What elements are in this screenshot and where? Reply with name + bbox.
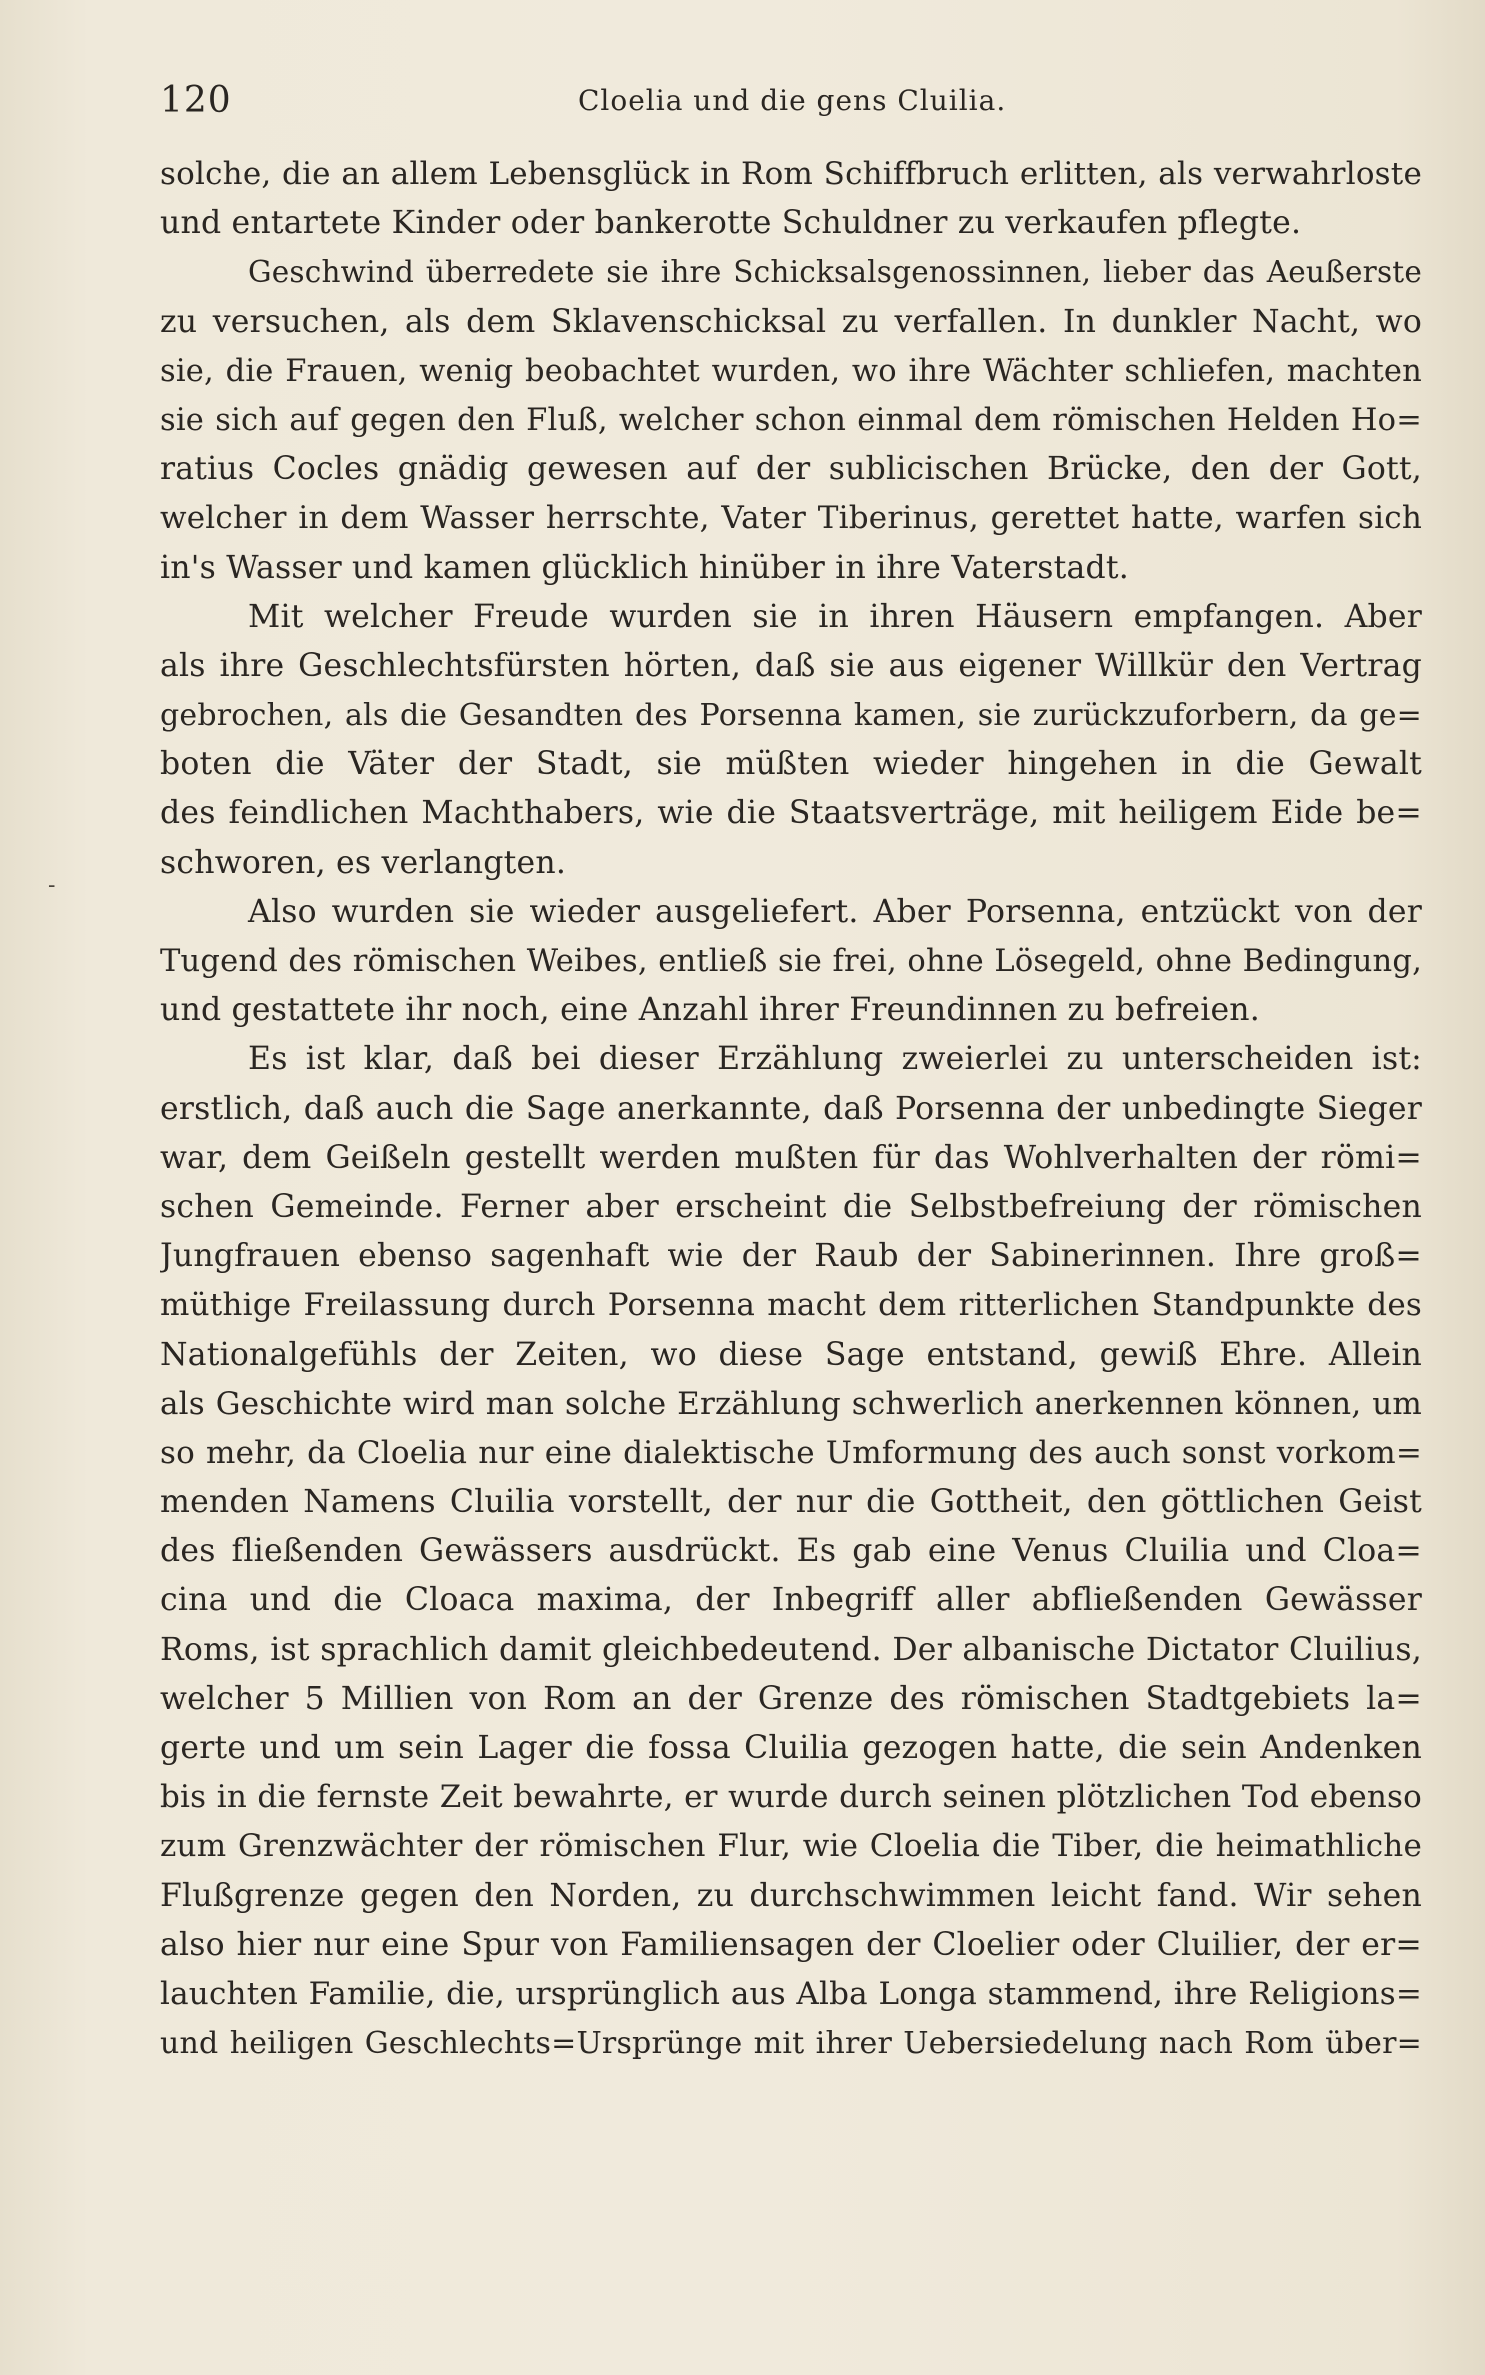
text-line: bis in die fernste Zeit bewahrte, er wurde durch seinen plötzlichen Tod ebenso (160, 1779, 1422, 1816)
page-number: 120 (160, 80, 232, 121)
text-line: Roms, ist sprachlich damit gleichbedeutend. Der albanische Dictator Cluilius, (160, 1631, 1422, 1668)
margin-mark: - (48, 873, 56, 898)
text-line: Nationalgefühls der Zeiten, wo diese Sage entstand, gewiß Ehre. Allein (160, 1336, 1422, 1373)
text-line: und heiligen Geschlechts=Ursprünge mit ihrer Uebersiedelung nach Rom über= (160, 2026, 1422, 2062)
text-line: Flußgrenze gegen den Norden, zu durchschwimmen leicht fand. Wir sehen (160, 1877, 1422, 1914)
text-line: Mit welcher Freude wurden sie in ihren Häusern empfangen. Aber (248, 598, 1422, 635)
text-line: und entartete Kinder oder bankerotte Schuldner zu verkaufen pflegte. (160, 205, 1302, 242)
running-title: Cloelia und die gens Cluilia. (578, 84, 1007, 117)
text-line: schworen, es verlangten. (160, 844, 567, 881)
body-text (160, 150, 1422, 2068)
text-line: menden Namens Cluilia vorstellt, der nur die Gottheit, den göttlichen Geist (160, 1484, 1422, 1521)
text-line: schen Gemeinde. Ferner aber erscheint die Selbstbefreiung der römischen (160, 1188, 1422, 1225)
text-line: cina und die Cloaca maxima, der Inbegriff aller abfließenden Gewässer (160, 1582, 1422, 1619)
text-line: Tugend des römischen Weibes, entließ sie frei, ohne Lösegeld, ohne Bedingung, (160, 944, 1422, 979)
text-line: gerte und um sein Lager die fossa Cluilia gezogen hatte, die sein Andenken (160, 1730, 1422, 1766)
text-line: also hier nur eine Spur von Familiensagen der Cloelier oder Cluilier, der er= (160, 1926, 1422, 1963)
text-line: des fließenden Gewässers ausdrückt. Es gab eine Venus Cluilia und Cloa= (160, 1533, 1422, 1570)
text-line: des feindlichen Machthabers, wie die Staatsverträge, mit heiligem Eide be= (160, 795, 1422, 832)
text-line: Also wurden sie wieder ausgeliefert. Aber Porsenna, entzückt von der (248, 893, 1422, 930)
text-line: und gestattete ihr noch, eine Anzahl ihrer Freundinnen zu befreien. (160, 992, 1261, 1029)
text-line: als ihre Geschlechtsfürsten hörten, daß sie aus eigener Willkür den Vertrag (160, 647, 1422, 684)
text-line: Geschwind überredete sie ihre Schicksalsgenossinnen, lieber das Aeußerste (248, 255, 1422, 290)
text-line: als Geschichte wird man solche Erzählung schwerlich anerkennen können, um (160, 1385, 1422, 1422)
text-line: solche, die an allem Lebensglück in Rom Schiffbruch erlitten, als verwahrloste (160, 156, 1422, 192)
text-line: müthige Freilassung durch Porsenna macht dem ritterlichen Standpunkte des (160, 1287, 1422, 1324)
text-line: welcher 5 Millien von Rom an der Grenze des römischen Stadtgebiets la= (160, 1680, 1422, 1717)
text-line: Jungfrauen ebenso sagenhaft wie der Raub der Sabinerinnen. Ihre groß= (160, 1238, 1422, 1275)
text-line: ratius Cocles gnädig gewesen auf der sublicischen Brücke, den der Gott, (160, 451, 1422, 488)
text-line: in's Wasser und kamen glücklich hinüber in ihre Vaterstadt. (160, 549, 1129, 586)
text-line: sie, die Frauen, wenig beobachtet wurden, wo ihre Wächter schliefen, machten (160, 353, 1422, 389)
page-header (160, 76, 1422, 126)
text-line: war, dem Geißeln gestellt werden mußten für das Wohlverhalten der römi= (160, 1139, 1422, 1176)
text-line: Es ist klar, daß bei dieser Erzählung zweierlei zu unterscheiden ist: (248, 1041, 1422, 1078)
text-line: boten die Väter der Stadt, sie müßten wieder hingehen in die Gewalt (160, 746, 1422, 783)
text-line: zum Grenzwächter der römischen Flur, wie Cloelia die Tiber, die heimathliche (160, 1828, 1422, 1865)
text-line: welcher in dem Wasser herrschte, Vater Tiberinus, gerettet hatte, warfen sich (160, 500, 1422, 537)
text-line: sie sich auf gegen den Fluß, welcher schon einmal dem römischen Helden Ho= (160, 402, 1422, 438)
text-line: erstlich, daß auch die Sage anerkannte, daß Porsenna der unbedingte Sieger (160, 1090, 1422, 1127)
text-line: lauchten Familie, die, ursprünglich aus Alba Longa stammend, ihre Religions= (160, 1975, 1422, 2012)
text-line: gebrochen, als die Gesandten des Porsenna kamen, sie zurückzuforbern, da ge= (160, 698, 1422, 734)
text-line: zu versuchen, als dem Sklavenschicksal zu verfallen. In dunkler Nacht, wo (160, 303, 1422, 340)
text-line: so mehr, da Cloelia nur eine dialektische Umformung des auch sonst vorkom= (160, 1434, 1422, 1471)
